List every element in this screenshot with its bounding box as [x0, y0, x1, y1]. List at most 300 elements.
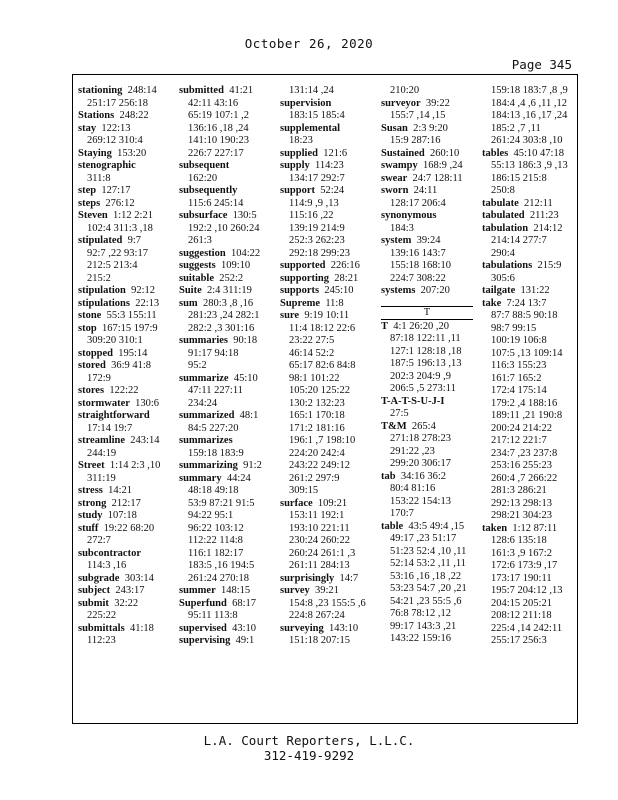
index-term: stenographic — [78, 160, 136, 171]
index-refs-continued: 161:7 165:2 — [491, 372, 542, 384]
index-refs-continued: 139:19 214:9 — [289, 222, 345, 234]
index-refs-continued: 53:23 54:7 ,20 ,21 — [390, 583, 467, 594]
index-term: Street — [78, 460, 105, 471]
index-refs: 7:24 13:7 — [506, 297, 547, 309]
index-entry — [280, 260, 376, 273]
index-refs-continued: 95:2 — [188, 360, 207, 371]
index-refs: 143:10 — [329, 622, 359, 634]
index-refs-continued: 271:18 278:23 — [390, 433, 451, 444]
index-refs-continued: 155:7 ,14 ,15 — [390, 110, 446, 121]
index-refs-continued: 65:17 82:6 84:8 — [289, 360, 356, 371]
index-term: steps — [78, 197, 101, 209]
index-entry — [482, 223, 578, 236]
index-term: summarizes — [179, 435, 233, 446]
index-refs-continued: 102:4 311:3 ,18 — [87, 222, 153, 234]
index-column-5 — [482, 85, 578, 648]
index-refs-continued: 162:20 — [188, 172, 218, 184]
index-refs-continued: 49:17 ,23 51:17 — [390, 533, 457, 544]
index-term: submittals — [78, 622, 125, 634]
index-term: summarized — [179, 410, 235, 421]
index-term: stationing — [78, 85, 123, 96]
index-entry — [381, 235, 477, 248]
index-refs: 303:14 — [124, 572, 154, 584]
index-term: survey — [280, 585, 310, 596]
index-term: supervising — [179, 635, 231, 646]
index-refs: 121:6 — [323, 147, 348, 159]
index-frame — [72, 74, 578, 724]
index-term: Susan — [381, 122, 408, 134]
index-refs-continued: 224:20 242:4 — [289, 447, 345, 459]
index-refs: 49:1 — [235, 635, 255, 646]
index-entry — [179, 335, 275, 348]
index-entry — [381, 210, 477, 223]
index-term: support — [280, 185, 316, 196]
index-refs-continued: 290:4 — [491, 247, 515, 259]
index-refs-continued: 170:7 — [390, 508, 414, 519]
index-refs-continued: 186:15 215:8 — [491, 172, 547, 184]
index-refs: 131:22 — [520, 285, 550, 296]
index-entry — [280, 573, 376, 586]
index-refs-continued: 212:5 213:4 — [87, 260, 138, 271]
index-entry — [78, 210, 174, 223]
index-entry — [381, 98, 477, 111]
index-entry — [78, 185, 174, 198]
index-entry — [381, 160, 477, 173]
index-entry — [179, 598, 275, 611]
index-entry — [482, 298, 578, 311]
index-term: surveyor — [381, 97, 421, 109]
index-refs: 248:14 — [127, 85, 157, 96]
index-refs-continued: 225:22 — [87, 610, 117, 621]
index-refs-continued: 260:4 ,7 266:22 — [491, 472, 558, 484]
index-refs: 45:10 47:18 — [513, 147, 564, 159]
index-refs-continued: 153:22 154:13 — [390, 495, 451, 507]
index-term: strong — [78, 497, 107, 509]
index-refs-continued: 185:2 ,7 ,11 — [491, 122, 541, 134]
index-refs: 14:21 — [108, 485, 133, 496]
index-refs: 122:13 — [101, 122, 131, 134]
index-refs: 280:3 ,8 ,16 — [202, 297, 254, 309]
index-refs-continued: 311:19 — [87, 472, 116, 484]
index-refs-continued: 184:4 ,4 ,6 ,11 ,12 — [491, 97, 568, 109]
index-term: Staying — [78, 147, 112, 159]
index-entry — [381, 285, 477, 298]
index-refs-continued: 141:10 190:23 — [188, 135, 249, 146]
index-refs-continued: 214:14 277:7 — [491, 235, 547, 246]
index-refs-continued: 210:20 — [390, 85, 420, 96]
index-term: Sustained — [381, 147, 425, 159]
index-term: stuff — [78, 522, 99, 534]
index-term: tabulation — [482, 222, 529, 234]
index-entry — [78, 348, 174, 361]
index-entry — [381, 421, 477, 434]
index-refs-continued: 291:22 ,23 — [390, 445, 435, 457]
index-refs-continued: 253:16 255:23 — [491, 460, 552, 471]
index-term: tailgate — [482, 285, 516, 296]
index-entry — [179, 373, 275, 386]
index-term: stone — [78, 310, 102, 321]
index-refs-continued: 281:23 ,24 282:1 — [188, 310, 260, 321]
index-entry — [78, 298, 174, 311]
index-refs: 39:22 — [425, 97, 450, 109]
index-term: summarizing — [179, 460, 238, 471]
index-refs: 19:22 68:20 — [103, 522, 155, 534]
index-entry — [482, 285, 578, 298]
index-entry — [78, 498, 174, 511]
index-refs-continued: 128:6 135:18 — [491, 535, 547, 546]
index-refs: 248:22 — [119, 110, 149, 121]
index-refs-continued: 272:7 — [87, 535, 111, 546]
index-refs-continued: 94:22 95:1 — [188, 510, 234, 521]
index-refs-continued: 204:15 205:21 — [491, 597, 552, 609]
index-refs-continued: 95:11 113:8 — [188, 610, 238, 621]
index-refs-continued: 42:11 43:16 — [188, 97, 239, 109]
index-term: summarize — [179, 372, 229, 384]
index-entry — [280, 298, 376, 311]
index-entry — [381, 148, 477, 161]
index-refs: 104:22 — [230, 247, 261, 259]
index-refs-continued: 136:16 ,18 ,24 — [188, 122, 249, 134]
index-refs-continued: 105:20 125:22 — [289, 385, 350, 396]
index-refs-continued: 184:13 ,16 ,17 ,24 — [491, 110, 568, 121]
index-refs-continued: 226:7 227:17 — [188, 147, 244, 159]
index-entry — [78, 198, 174, 211]
index-entry — [179, 585, 275, 598]
index-entry — [78, 285, 174, 298]
index-entry — [78, 460, 174, 473]
index-term: T&M — [381, 420, 407, 432]
index-refs: 41:18 — [129, 622, 154, 634]
index-refs-continued: 114:9 ,9 ,13 — [289, 197, 339, 209]
index-refs-continued: 172:9 — [87, 372, 111, 384]
index-refs-continued: 172:4 175:14 — [491, 385, 547, 396]
index-entry — [280, 185, 376, 198]
index-entry — [78, 585, 174, 598]
index-refs-continued: 292:18 299:23 — [289, 247, 350, 259]
index-refs: 48:1 — [239, 410, 259, 421]
index-entry — [179, 635, 275, 648]
index-term: system — [381, 235, 412, 246]
index-entry — [179, 298, 275, 311]
index-entry — [78, 573, 174, 586]
index-refs-continued: 244:19 — [87, 447, 117, 459]
index-refs-continued: 299:20 306:17 — [390, 458, 451, 469]
index-entry — [381, 521, 477, 534]
index-refs: 1:12 87:11 — [512, 522, 558, 534]
index-entry — [482, 260, 578, 273]
index-term: subsequent — [179, 160, 230, 171]
index-refs: 130:6 — [135, 397, 160, 409]
index-refs-continued: 261:24 303:8 ,10 — [491, 135, 563, 146]
index-column-1 — [78, 85, 174, 648]
index-term: table — [381, 520, 404, 532]
index-term: supported — [280, 260, 326, 271]
index-refs-continued: 159:18 183:7 ,8 ,9 — [491, 85, 568, 96]
index-term: stay — [78, 122, 97, 134]
index-refs-continued: 115:16 ,22 — [289, 210, 334, 221]
index-term: sum — [179, 297, 198, 309]
index-term: swampy — [381, 160, 418, 171]
index-term: summer — [179, 585, 216, 596]
index-term: Supreme — [280, 297, 321, 309]
index-term: supporting — [280, 272, 330, 284]
index-refs-continued: 134:17 292:7 — [289, 172, 345, 184]
index-entry — [482, 523, 578, 536]
index-term: tabulated — [482, 210, 525, 221]
index-term: summaries — [179, 335, 228, 346]
index-entry — [381, 471, 477, 484]
index-refs-continued: 208:12 211:18 — [491, 610, 552, 621]
index-entry — [482, 210, 578, 223]
index-refs-continued: 128:17 206:4 — [390, 197, 446, 209]
index-entry — [179, 410, 275, 423]
index-term: tabulations — [482, 260, 533, 271]
index-term: synonymous — [381, 210, 437, 221]
index-refs: 122:22 — [109, 385, 139, 396]
index-entry — [78, 148, 174, 161]
index-refs: 28:21 — [334, 272, 359, 284]
index-refs-continued: 53:9 87:21 91:5 — [188, 497, 255, 509]
index-refs-continued: 18:23 — [289, 135, 313, 146]
index-refs-continued: 250:8 — [491, 185, 515, 196]
index-entry — [78, 623, 174, 636]
index-entry — [381, 123, 477, 136]
index-term: study — [78, 510, 103, 521]
index-refs-continued: 251:17 256:18 — [87, 97, 148, 109]
index-refs-continued: 309:15 — [289, 485, 319, 496]
index-refs-continued: 151:18 207:15 — [289, 635, 350, 646]
index-refs-continued: 224:7 308:22 — [390, 272, 446, 284]
index-refs: 11:8 — [325, 297, 344, 309]
index-entry — [78, 398, 174, 411]
index-entry — [78, 123, 174, 136]
index-refs: 168:9 ,24 — [423, 160, 463, 171]
index-refs-continued: 292:13 298:13 — [491, 497, 552, 509]
index-term: Superfund — [179, 597, 227, 609]
index-refs: 9:7 — [127, 235, 142, 246]
index-refs-continued: 153:11 192:1 — [289, 510, 345, 521]
index-refs-continued: 131:14 ,24 — [289, 85, 334, 96]
index-refs-continued: 189:11 ,21 190:8 — [491, 410, 563, 421]
index-refs-continued: 230:24 260:22 — [289, 535, 350, 546]
index-refs-continued: 184:3 — [390, 222, 414, 234]
index-term: surface — [280, 497, 313, 509]
index-refs: 52:24 — [320, 185, 345, 196]
index-refs: 41:21 — [229, 85, 254, 96]
index-term: straightforward — [78, 410, 150, 421]
index-refs-continued: 115:6 245:14 — [188, 197, 244, 209]
index-refs: 243:14 — [130, 435, 160, 446]
section-letter-header: T — [381, 306, 473, 320]
index-term: submit — [78, 597, 109, 609]
index-refs-continued: 47:11 227:11 — [188, 385, 243, 396]
index-column-4 — [381, 85, 477, 646]
index-refs-continued: 52:14 53:2 ,11 ,11 — [390, 558, 466, 569]
index-refs-continued: 195:7 204:12 ,13 — [491, 585, 563, 596]
index-refs: 109:21 — [317, 497, 348, 509]
index-term: stipulation — [78, 285, 126, 296]
index-refs-continued: 261:2 297:9 — [289, 472, 340, 484]
page-date: October 26, 2020 — [244, 36, 374, 51]
index-refs: 45:10 — [233, 372, 258, 384]
index-refs: 265:4 — [411, 420, 436, 432]
index-refs-continued: 255:17 256:3 — [491, 635, 547, 646]
index-refs: 252:2 — [219, 272, 244, 284]
index-term: subsequently — [179, 185, 238, 196]
index-refs: 130:5 — [232, 210, 257, 221]
index-entry — [381, 321, 477, 334]
index-refs: 14:7 — [339, 572, 359, 584]
index-refs-continued: 15:9 287:16 — [390, 135, 441, 146]
index-term: swear — [381, 172, 408, 184]
index-refs-continued: 98:1 101:22 — [289, 372, 340, 384]
index-entry — [179, 85, 275, 98]
index-refs-continued: 269:12 310:4 — [87, 135, 143, 146]
index-refs: 153:20 — [117, 147, 147, 159]
index-refs-continued: 202:3 204:9 ,9 — [390, 370, 451, 382]
index-refs-continued: 17:14 19:7 — [87, 422, 133, 434]
index-refs: 24:11 — [413, 185, 438, 196]
index-term: T-A-T-S-U-J-I — [381, 395, 445, 407]
index-term: submitted — [179, 85, 224, 96]
index-refs: 24:7 128:11 — [412, 172, 463, 184]
index-refs: 55:3 155:11 — [106, 310, 157, 321]
index-entry — [78, 160, 174, 173]
index-entry — [381, 396, 477, 409]
index-entry — [280, 273, 376, 286]
index-entry — [280, 160, 376, 173]
index-term: subsurface — [179, 210, 228, 221]
index-refs: 107:18 — [107, 510, 137, 521]
footer-company: L.A. Court Reporters, L.L.C. — [203, 733, 415, 748]
index-column-2 — [179, 85, 275, 648]
page-number: Page 345 — [511, 57, 572, 72]
index-refs-continued: 112:22 114:8 — [188, 535, 243, 546]
index-refs-continued: 260:24 261:1 ,3 — [289, 547, 356, 559]
index-refs-continued: 187:5 196:13 ,13 — [390, 358, 462, 369]
index-term: tabulate — [482, 197, 519, 209]
index-entry — [78, 360, 174, 373]
index-refs-continued: 243:22 249:12 — [289, 460, 350, 471]
index-refs-continued: 261:11 284:13 — [289, 560, 350, 571]
index-entry — [78, 523, 174, 536]
index-refs: 68:17 — [232, 597, 257, 609]
index-refs-continued: 46:14 52:2 — [289, 347, 335, 359]
index-term: stormwater — [78, 397, 130, 409]
index-refs-continued: 54:21 ,23 55:5 ,6 — [390, 595, 462, 607]
index-refs: 1:12 2:21 — [113, 210, 153, 221]
index-refs-continued: 116:3 155:23 — [491, 360, 547, 371]
index-refs-continued: 99:17 143:3 ,21 — [390, 620, 457, 632]
index-refs-continued: 23:22 27:5 — [289, 335, 335, 346]
index-term: tables — [482, 147, 509, 159]
index-refs-continued: 65:19 107:1 ,2 — [188, 110, 249, 121]
index-entry — [381, 185, 477, 198]
index-refs-continued: 311:8 — [87, 172, 111, 184]
index-entry — [78, 110, 174, 123]
index-term: subgrade — [78, 572, 120, 584]
index-refs: 260:10 — [430, 147, 460, 159]
index-refs: 245:10 — [324, 285, 354, 296]
index-refs-continued: 225:4 ,14 242:11 — [491, 622, 563, 634]
index-refs-continued: 114:3 ,16 — [87, 560, 127, 571]
index-entry — [179, 260, 275, 273]
index-entry — [179, 210, 275, 223]
index-entry — [78, 410, 174, 423]
index-entry — [78, 598, 174, 611]
index-term: Steven — [78, 210, 108, 221]
index-term: supports — [280, 285, 320, 296]
index-term: stopped — [78, 347, 114, 359]
index-term: sworn — [381, 185, 409, 196]
footer-phone: 312-419-9292 — [263, 748, 355, 763]
index-term: summary — [179, 472, 222, 484]
index-refs-continued: 206:5 ,5 273:11 — [390, 383, 456, 394]
index-refs-continued: 298:21 304:23 — [491, 510, 552, 521]
index-term: stipulated — [78, 235, 123, 246]
index-entry — [78, 85, 174, 98]
index-refs-continued: 305:6 — [491, 272, 515, 284]
index-entry — [78, 385, 174, 398]
index-term: sure — [280, 310, 300, 321]
index-refs: 34:16 36:2 — [400, 470, 447, 482]
index-refs-continued: 193:10 221:11 — [289, 522, 350, 534]
index-entry — [179, 248, 275, 261]
index-refs: 276:12 — [105, 197, 135, 209]
index-refs-continued: 165:1 170:18 — [289, 410, 345, 421]
index-entry — [482, 148, 578, 161]
index-entry — [280, 123, 376, 136]
index-refs: 2:4 311:19 — [207, 285, 252, 296]
index-entry — [280, 148, 376, 161]
index-entry — [179, 160, 275, 173]
index-refs: 243:17 — [115, 585, 145, 596]
index-term: suggests — [179, 260, 216, 271]
index-entry — [78, 510, 174, 523]
index-refs-continued: 183:5 ,16 194:5 — [188, 560, 255, 571]
index-term: stored — [78, 360, 106, 371]
index-term: tab — [381, 470, 396, 482]
index-refs-continued: 171:2 181:16 — [289, 422, 345, 434]
index-entry — [78, 235, 174, 248]
index-refs: 127:17 — [101, 185, 131, 196]
index-refs: 36:9 41:8 — [111, 360, 152, 371]
index-refs-continued: 215:2 — [87, 272, 111, 284]
index-refs-continued: 143:22 159:16 — [390, 633, 451, 644]
index-refs-continued: 112:23 — [87, 635, 116, 646]
index-entry — [179, 435, 275, 448]
index-entry — [179, 473, 275, 486]
index-refs-continued: 87:18 122:11 ,11 — [390, 333, 461, 344]
index-refs-continued: 84:5 227:20 — [188, 422, 239, 434]
index-refs: 9:19 10:11 — [304, 310, 350, 321]
index-refs: 214:12 — [533, 222, 563, 234]
index-refs-continued: 27:5 — [390, 408, 409, 419]
index-refs: 215:9 — [537, 260, 562, 271]
index-entry — [280, 98, 376, 111]
index-refs-continued: 98:7 99:15 — [491, 322, 537, 334]
index-term: streamline — [78, 435, 126, 446]
index-term: supply — [280, 160, 310, 171]
index-refs-continued: 92:7 ,22 93:17 — [87, 247, 148, 259]
index-term: stores — [78, 385, 105, 396]
index-term: suggestion — [179, 247, 226, 259]
index-term: step — [78, 185, 97, 196]
index-term: stress — [78, 485, 103, 496]
index-refs-continued: 282:2 ,3 301:16 — [188, 322, 255, 334]
index-term: subject — [78, 585, 111, 596]
index-refs-continued: 261:24 270:18 — [188, 572, 249, 584]
